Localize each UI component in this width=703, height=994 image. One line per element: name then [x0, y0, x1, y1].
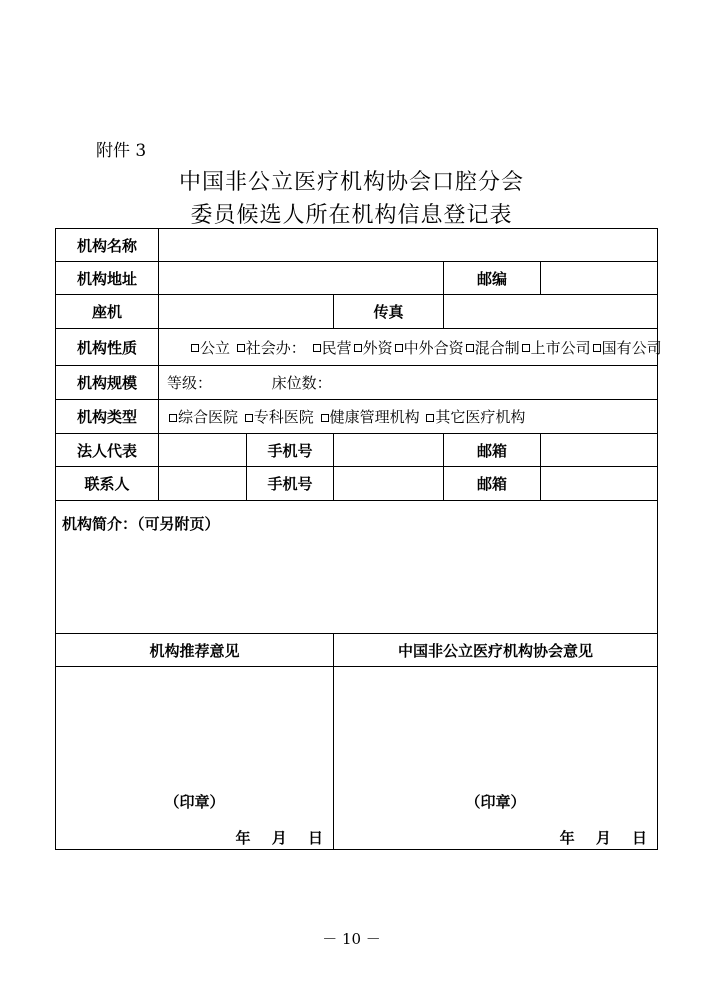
row-phone-fax [56, 295, 658, 329]
association-seal-label: （印章） [465, 793, 526, 811]
legal-rep-mobile-label: 手机号 [247, 434, 334, 467]
org-recommendation-head: 机构推荐意见 [56, 634, 334, 667]
fax-label: 传真 [334, 295, 444, 329]
org-nature-options [159, 329, 662, 366]
org-scale-label: 机构规模 [56, 366, 159, 400]
option-mixed: 混合制 [474, 338, 520, 357]
contact-email-label: 邮箱 [444, 467, 541, 501]
option-listed: 上市公司 [530, 338, 591, 357]
row-org-nature [56, 329, 658, 366]
contact-label: 联系人 [56, 467, 159, 501]
checkbox-health-management[interactable] [321, 414, 329, 422]
option-joint-venture: 中外合资 [403, 338, 464, 357]
org-date-label: 年 月 日 [235, 829, 323, 847]
org-type-options [159, 400, 658, 434]
checkbox-listed[interactable] [522, 344, 530, 352]
checkbox-specialty-hospital[interactable] [245, 414, 253, 422]
org-recommendation-area[interactable] [56, 667, 334, 850]
checkbox-other-medical[interactable] [426, 414, 434, 422]
checkbox-state-owned[interactable] [593, 344, 601, 352]
org-scale-value[interactable] [159, 366, 658, 400]
option-public: 公立 [200, 338, 231, 357]
row-org-name [56, 229, 658, 262]
legal-rep-label: 法人代表 [56, 434, 159, 467]
legal-rep-email-label: 邮箱 [444, 434, 541, 467]
form-title-line2: 委员候选人所在机构信息登记表 [190, 203, 513, 228]
registration-form-table [55, 228, 662, 850]
checkbox-private[interactable] [313, 344, 321, 352]
org-type-label: 机构类型 [56, 400, 159, 434]
checkbox-social[interactable] [237, 344, 245, 352]
org-intro-area[interactable] [56, 501, 658, 634]
postcode-label: 邮编 [444, 262, 541, 295]
org-address-label: 机构地址 [56, 262, 159, 295]
option-private: 民营 [321, 338, 352, 357]
org-seal-label: （印章） [164, 793, 225, 811]
row-org-intro [56, 501, 658, 634]
checkbox-joint-venture[interactable] [395, 344, 403, 352]
row-org-scale [56, 366, 658, 400]
row-contact [56, 467, 658, 501]
org-address-value[interactable] [159, 262, 444, 295]
checkbox-public[interactable] [191, 344, 199, 352]
option-health-management: 健康管理机构 [329, 408, 420, 426]
postcode-value[interactable] [541, 262, 658, 295]
checkbox-general-hospital[interactable] [169, 414, 177, 422]
association-opinion-area[interactable] [334, 667, 658, 850]
option-foreign: 外资 [362, 338, 393, 357]
option-other-medical: 其它医疗机构 [435, 408, 526, 426]
fax-value[interactable] [444, 295, 658, 329]
org-nature-label: 机构性质 [56, 329, 159, 366]
option-specialty-hospital: 专科医院 [253, 408, 314, 426]
contact-mobile-value[interactable] [334, 467, 444, 501]
grade-label: 等级： [167, 374, 213, 392]
option-state-owned: 国有公司 [601, 338, 662, 357]
row-opinion-heads [56, 634, 658, 667]
landline-label: 座机 [56, 295, 159, 329]
legal-rep-email-value[interactable] [541, 434, 658, 467]
page-number: － 10 － [322, 930, 381, 948]
org-name-value[interactable] [159, 229, 658, 262]
annex-label: 附件 3 [96, 141, 147, 161]
legal-rep-mobile-value[interactable] [334, 434, 444, 467]
row-org-address [56, 262, 658, 295]
option-general-hospital: 综合医院 [178, 408, 239, 426]
contact-mobile-label: 手机号 [247, 467, 334, 501]
org-intro-label: 机构简介：（可另附页） [62, 515, 220, 533]
contact-email-value[interactable] [541, 467, 658, 501]
row-org-type [56, 400, 658, 434]
row-opinion-bodies [56, 667, 658, 850]
org-name-label: 机构名称 [56, 229, 159, 262]
form-title-line1: 中国非公立医疗机构协会口腔分会 [178, 170, 524, 195]
contact-value[interactable] [159, 467, 247, 501]
checkbox-foreign[interactable] [354, 344, 362, 352]
row-legal-rep [56, 434, 658, 467]
association-date-label: 年 月 日 [559, 829, 648, 847]
legal-rep-value[interactable] [159, 434, 247, 467]
checkbox-mixed[interactable] [466, 344, 474, 352]
association-opinion-head: 中国非公立医疗机构协会意见 [334, 634, 658, 667]
landline-value[interactable] [159, 295, 334, 329]
beds-label: 床位数： [271, 374, 332, 392]
option-social: 社会办： [245, 338, 306, 357]
